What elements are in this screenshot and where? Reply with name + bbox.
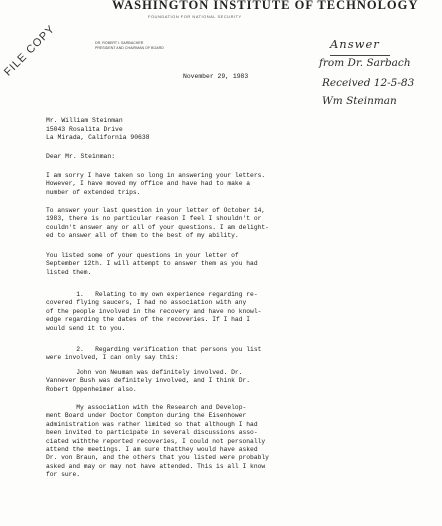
handwritten-note-line-1: Answer [330, 37, 380, 51]
paragraph-3: You listed some of your questions in your letter of September 12th. I will attempt to answer them as you had listed them. [46, 252, 258, 276]
sender-title: PRESIDENT AND CHAIRMAN OF BOARD [95, 46, 164, 50]
paragraph-7: My association with the Research and Develop- ment Board under Doctor Compton during the Eisenhower administration was rather limited so that although I had been invited to participate in several discussions asso- ciated withthe reported recoveries, I could not personally attend the meetings. I am sure thatthey would have asked Dr. von Braun, and the others that you listed were probably asked and may or may not have attended. This is all I know for sure. [46, 404, 269, 479]
letterhead-subtitle: FOUNDATION FOR NATIONAL SECURITY [148, 14, 242, 19]
paragraph-6: John von Neuman was definitely involved. Dr. Vannever Bush was definitely involved, and I think Dr. Robert Oppenheimer also. [46, 369, 251, 393]
paragraph-5: 2. Regarding verification that persons you list were involved, I can only say this: [46, 346, 262, 362]
paragraph-2: To answer your last question in your letter of October 14, 1983, there is no particular reason I feel I shouldn't or couldn't answer any or all of your questions. I am delight- ed to answer all of them to the best of my ability. [46, 207, 269, 240]
sender-block [95, 41, 164, 51]
paragraph-1: I am sorry I have taken so long in answering your letters. However, I have moved my office and have had to make a number of extended trips. [46, 172, 266, 196]
recipient-address [46, 117, 150, 143]
sender-name: DR. ROBERT I. SARBACHER [95, 41, 144, 45]
recipient-city: La Mirada, California 90638 [46, 134, 150, 141]
letter-date: November 29, 1983 [183, 73, 249, 80]
letterhead-title: WASHINGTON INSTITUTE OF TECHNOLOGY [112, 0, 419, 12]
handwritten-note-line-2: from Dr. Sarbach [319, 57, 411, 69]
salutation: Dear Mr. Steinman: [46, 153, 116, 160]
file-copy-stamp: FILE COPY [2, 22, 58, 79]
recipient-name: Mr. William Steinman [46, 117, 123, 124]
handwritten-note-line-3: Received 12-5-83 [322, 77, 415, 89]
recipient-street: 15043 Rosalita Drive [46, 125, 123, 133]
paragraph-4: 1. Relating to my own experience regarding re- covered flying saucers, I had no association with any of the people involved in the recovery and have no knowl- edge regarding the dates of the recoveries. If I had I would send it to you. [46, 291, 262, 332]
handwritten-underline [330, 55, 390, 56]
handwritten-note-line-4: Wm Steinman [322, 95, 397, 107]
